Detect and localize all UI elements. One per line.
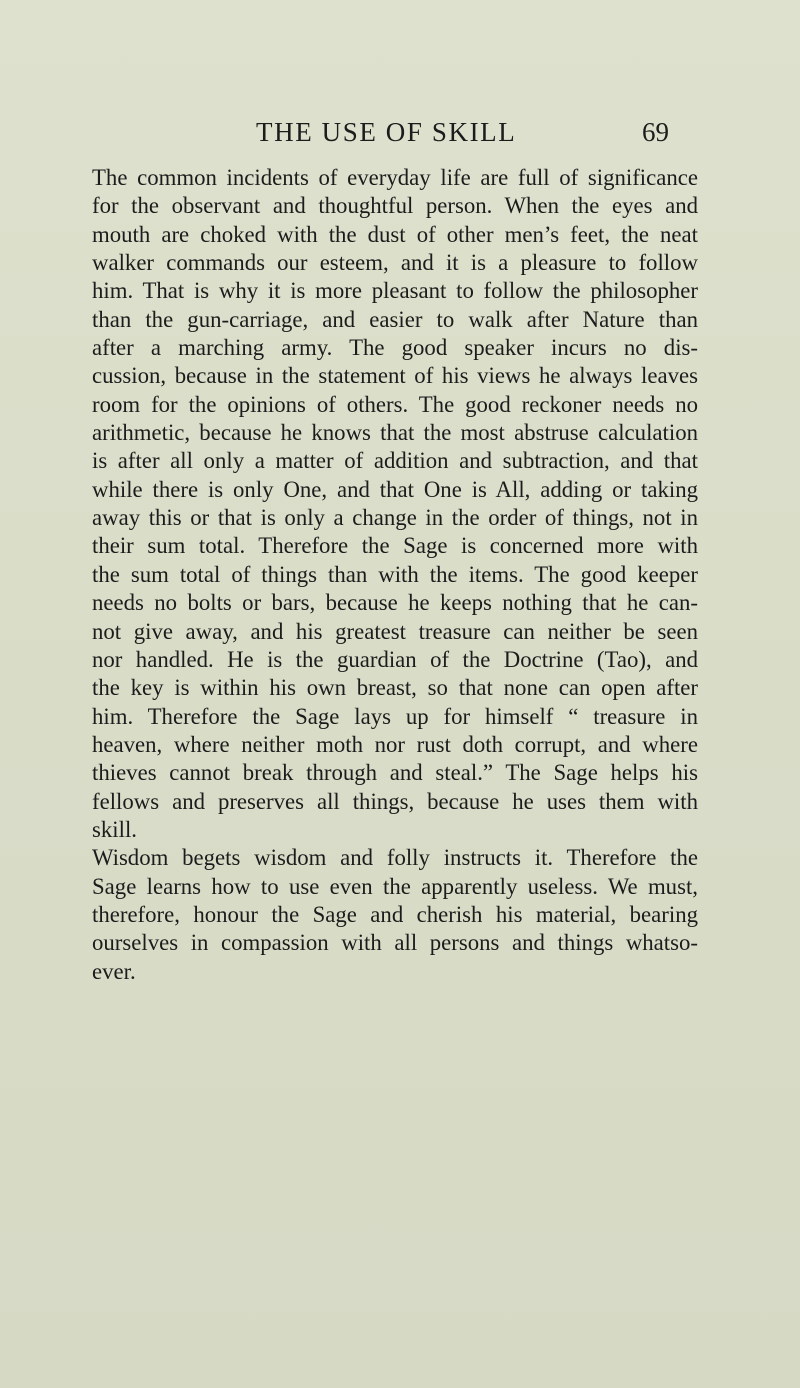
text-line: their sum total. Therefore the Sage is concerned more with (92, 533, 698, 559)
text-line: The common incidents of everyday life are full of significance (92, 165, 698, 190)
text-line: Wisdom begets wisdom and folly instructs it. Therefore the (92, 845, 698, 871)
text-line: nor handled. He is the guardian of the Doctrine (Tao), and (92, 646, 698, 672)
text-line: Sage learns how to use even the apparently useless. We must, (92, 873, 698, 899)
page-number: 69 (642, 117, 669, 147)
text-line: cussion, because in the statement of his views he always leaves (92, 363, 698, 389)
text-line: thieves cannot break through and steal.” The Sage helps his (92, 760, 698, 786)
running-title: THE USE OF SKILL (256, 117, 517, 147)
text-line: not give away, and his greatest treasure can neither be seen (92, 618, 698, 644)
body-text (92, 164, 698, 986)
text-line: fellows and preserves all things, because he uses them with (92, 788, 698, 814)
paragraph (92, 844, 698, 986)
text-line: after a marching army. The good speaker incurs no dis- (92, 335, 698, 361)
text-line: than the gun-carriage, and easier to walk after Nature than (92, 306, 698, 332)
text-line: the sum total of things than with the items. The good keeper (92, 561, 698, 587)
text-line: away this or that is only a change in the order of things, not in (92, 505, 698, 531)
text-line: ever. (92, 958, 136, 984)
text-line: while there is only One, and that One is All, adding or taking (92, 476, 698, 502)
text-line: the key is within his own breast, so that none can open after (92, 675, 698, 701)
text-line: therefore, honour the Sage and cherish his material, bearing (92, 901, 698, 927)
text-line: is after all only a matter of addition and subtraction, and that (92, 448, 698, 474)
text-line: him. That is why it is more pleasant to follow the philosopher (92, 278, 698, 304)
text-line: for the observant and thoughtful person. When the eyes and (92, 193, 698, 219)
text-line: walker commands our esteem, and it is a pleasure to follow (92, 250, 698, 276)
page-header (0, 112, 800, 152)
text-line: skill. (92, 816, 137, 842)
paragraph (92, 164, 698, 844)
text-line: him. Therefore the Sage lays up for himself “ treasure in (92, 703, 698, 729)
text-line: room for the opinions of others. The good reckoner needs no (92, 391, 698, 417)
text-line: ourselves in compassion with all persons and things whatso- (92, 930, 698, 956)
text-line: needs no bolts or bars, because he keeps nothing that he can- (92, 590, 698, 616)
text-line: mouth are choked with the dust of other men’s feet, the neat (92, 221, 698, 247)
text-line: arithmetic, because he knows that the most abstruse calculation (92, 420, 698, 446)
text-line: heaven, where neither moth nor rust doth corrupt, and where (92, 731, 698, 757)
